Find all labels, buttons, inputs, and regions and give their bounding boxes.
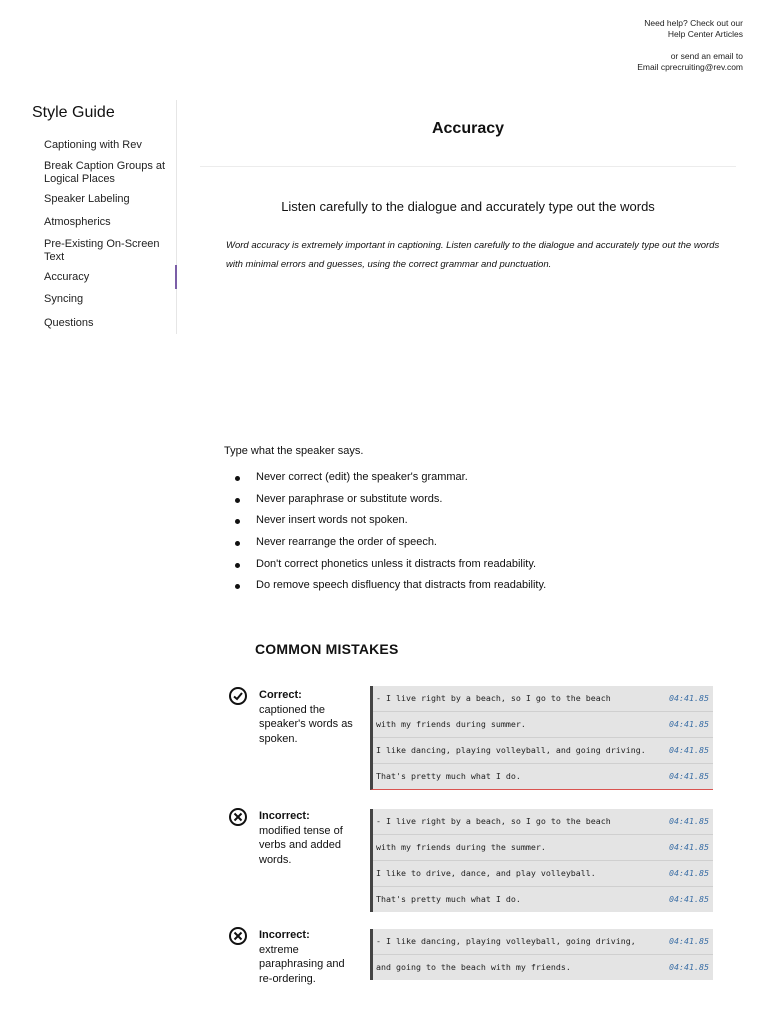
list-item bbox=[224, 489, 546, 511]
caption-row bbox=[373, 835, 713, 861]
list-item bbox=[224, 467, 546, 489]
caption-row bbox=[373, 712, 713, 738]
mistake-text bbox=[259, 688, 354, 746]
mistake-example-correct bbox=[228, 686, 718, 786]
caption-text: I like to drive, dance, and play volleyball. bbox=[376, 868, 596, 878]
list-item-text: Do remove speech disfluency that distracts from readability. bbox=[256, 579, 547, 592]
rules-list bbox=[224, 467, 546, 597]
common-mistakes-heading: COMMON MISTAKES bbox=[255, 641, 399, 657]
bullet-icon bbox=[235, 541, 240, 546]
x-circle-icon bbox=[228, 926, 248, 946]
caption-row bbox=[373, 686, 713, 712]
list-item bbox=[224, 575, 546, 597]
list-item bbox=[224, 554, 546, 576]
mistake-label: Incorrect: bbox=[259, 810, 310, 822]
caption-text: That's pretty much what I do. bbox=[376, 894, 521, 904]
caption-table bbox=[370, 686, 713, 790]
bullet-icon bbox=[235, 498, 240, 503]
mistake-description: captioned the speaker's words as spoken. bbox=[259, 703, 353, 745]
page-title: Accuracy bbox=[431, 120, 505, 137]
list-item-text: Never paraphrase or substitute words. bbox=[256, 492, 443, 505]
sidebar-item-atmospherics[interactable]: Atmospherics bbox=[44, 216, 111, 228]
bullet-icon bbox=[235, 519, 240, 524]
sidebar-active-indicator bbox=[175, 265, 177, 289]
caption-row bbox=[373, 955, 713, 980]
caption-text: and going to the beach with my friends. bbox=[376, 962, 571, 972]
list-item-text: Never correct (edit) the speaker's grammar. bbox=[256, 471, 468, 483]
caption-timestamp: 04:41.85 bbox=[669, 962, 709, 972]
sidebar-item-pre-existing-text[interactable]: Pre-Existing On-Screen Text bbox=[44, 238, 160, 263]
caption-row bbox=[373, 887, 713, 912]
help-line: or send an email to bbox=[670, 51, 743, 61]
help-email-link[interactable]: Email cprecruiting@rev.com bbox=[637, 61, 743, 72]
caption-row bbox=[373, 929, 713, 955]
sidebar-item-break-caption-groups[interactable]: Break Caption Groups at Logical Places bbox=[44, 160, 166, 185]
caption-table bbox=[370, 809, 713, 912]
sidebar-item-syncing[interactable]: Syncing bbox=[44, 293, 84, 305]
caption-text: I like dancing, playing volleyball, and going driving. bbox=[376, 745, 646, 755]
mistake-text bbox=[259, 928, 354, 986]
caption-timestamp: 04:41.85 bbox=[669, 936, 709, 946]
bullet-icon bbox=[235, 563, 240, 568]
mistake-example-paraphrasing bbox=[228, 926, 718, 996]
sidebar-item-captioning[interactable]: Captioning with Rev bbox=[44, 139, 142, 151]
caption-text: with my friends during the summer. bbox=[376, 842, 546, 852]
caption-timestamp: 04:41.85 bbox=[669, 894, 709, 904]
list-item bbox=[224, 510, 546, 532]
caption-timestamp: 04:41.85 bbox=[669, 719, 709, 729]
list-item-text: Never rearrange the order of speech. bbox=[256, 536, 437, 549]
x-circle-icon bbox=[228, 807, 248, 827]
caption-text: - I like dancing, playing volleyball, going driving, bbox=[376, 936, 636, 946]
mistake-example-incorrect bbox=[228, 807, 718, 907]
caption-text: with my friends during summer. bbox=[376, 719, 526, 729]
sidebar-item-questions[interactable]: Questions bbox=[44, 317, 94, 329]
divider bbox=[200, 166, 736, 167]
caption-timestamp: 04:41.85 bbox=[669, 868, 709, 878]
caption-timestamp: 04:41.85 bbox=[669, 745, 709, 755]
instruction-heading: Type what the speaker says. bbox=[224, 445, 364, 457]
section-subtitle: Listen carefully to the dialogue and accurately type out the words bbox=[281, 199, 655, 214]
caption-row bbox=[373, 809, 713, 835]
list-item-text: Don't correct phonetics unless it distracts from readability. bbox=[256, 557, 537, 570]
help-line: Need help? Check out our bbox=[644, 18, 743, 28]
list-item bbox=[224, 532, 546, 554]
bullet-icon bbox=[235, 584, 240, 589]
help-center-link[interactable]: Help Center Articles bbox=[667, 28, 743, 39]
check-circle-icon bbox=[228, 686, 248, 706]
caption-row bbox=[373, 738, 713, 764]
caption-row bbox=[373, 764, 713, 789]
mistake-text bbox=[259, 809, 354, 867]
caption-row bbox=[373, 861, 713, 887]
caption-timestamp: 04:41.85 bbox=[669, 771, 709, 781]
caption-timestamp: 04:41.85 bbox=[669, 693, 709, 703]
caption-timestamp: 04:41.85 bbox=[669, 842, 709, 852]
mistake-label: Incorrect: bbox=[259, 929, 310, 941]
sidebar-title: Style Guide bbox=[32, 104, 115, 121]
mistake-description: extreme paraphrasing and re-ordering. bbox=[259, 943, 345, 985]
sidebar-item-speaker-labeling[interactable]: Speaker Labeling bbox=[44, 193, 130, 205]
sidebar-item-accuracy[interactable]: Accuracy bbox=[44, 271, 90, 283]
intro-paragraph: Word accuracy is extremely important in captioning. Listen carefully to the dialogue and accurately type out the words with minimal errors and guesses, using the correct grammar and punctuation. bbox=[226, 240, 720, 270]
bullet-icon bbox=[235, 476, 240, 481]
mistake-description: modified tense of verbs and added words. bbox=[259, 824, 343, 866]
mistake-label: Correct: bbox=[259, 689, 302, 701]
caption-text: That's pretty much what I do. bbox=[376, 771, 521, 781]
list-item-text: Never insert words not spoken. bbox=[256, 514, 408, 527]
caption-table bbox=[370, 929, 713, 980]
caption-text: - I live right by a beach, so I go to the beach bbox=[376, 693, 611, 703]
caption-timestamp: 04:41.85 bbox=[669, 816, 709, 826]
caption-text: - I live right by a beach, so I go to the beach bbox=[376, 816, 611, 826]
help-block bbox=[637, 18, 743, 72]
